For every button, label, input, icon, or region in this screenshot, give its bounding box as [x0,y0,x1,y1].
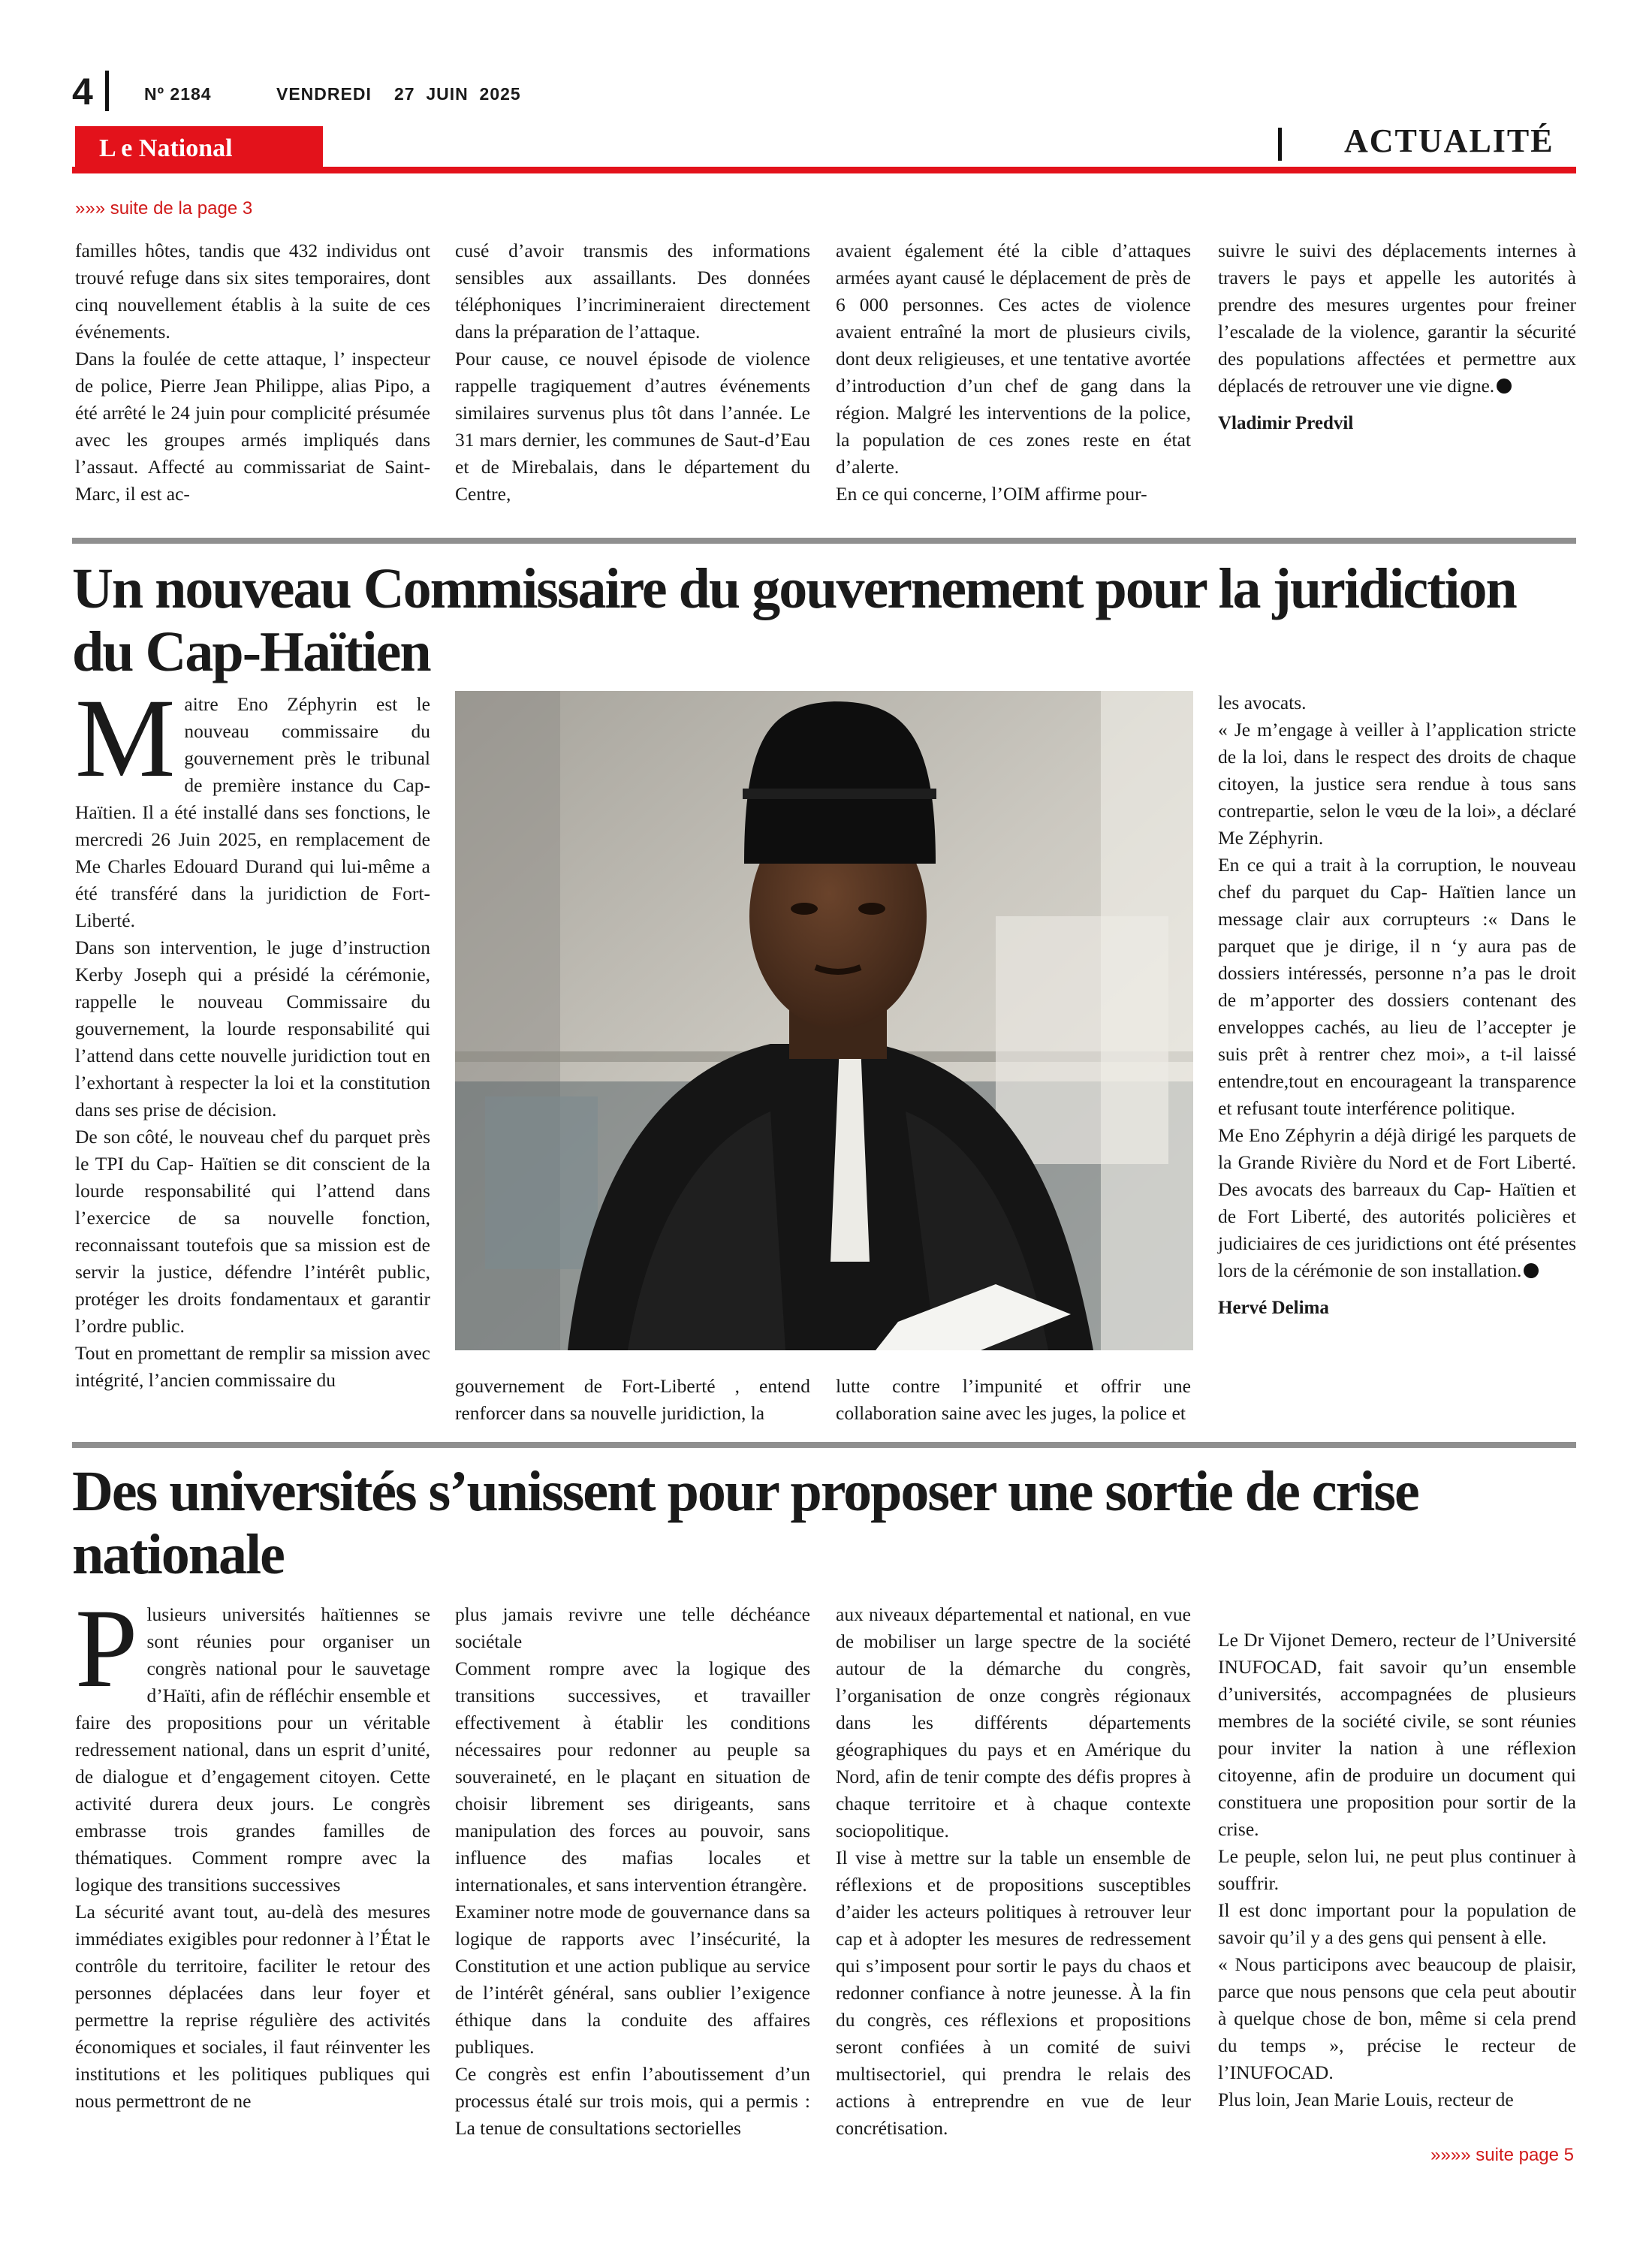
article1-column-4 [1218,237,1576,437]
issue-day: VENDREDI [276,84,372,104]
article2-column-2 [455,1373,810,1427]
page-number: 4 [72,71,93,113]
paragraph: Ce congrès est enfin l’aboutissement d’un processus étalé sur trois mois, qui a permis : La tenue de consultations sectorielles [455,2063,810,2139]
article3-column-1 [75,1586,430,2115]
paragraph: lutte contre l’impunité et offrir une collaboration saine avec les juges, la police et [836,1375,1191,1424]
masthead-bar [72,167,1576,173]
paragraph: « Nous participons avec beaucoup de plaisir, parce que nous pensons que cela peut aboutir à quelque chose de bon, même si cela prend du temps », précise le recteur de l’INUFOCAD. [1218,1953,1576,2083]
article2-column-3 [836,1373,1191,1427]
paragraph: aux niveaux départemental et national, en vue de mobiliser un large spectre de la société autour de la démarche du congrès, l’organisation de onze congrès régionaux dans les différents départements géographiques du pays et en Amérique du Nord, afin de tenir compte des défis propres à chaque territoire et à chaque contexte sociopolitique. [836,1603,1191,1841]
article2-column-1 [75,676,430,1394]
paragraph: « Je m’engage à veiller à l’application stricte de la loi, dans le respect des droits de chaque citoyen, la justice sera rendue à tous sans contrepartie, selon le vœu de la loi», a déclaré Me Zéphyrin. [1218,719,1576,849]
paragraph: Tout en promettant de remplir sa mission avec intégrité, l’ancien commissaire du [75,1342,430,1391]
paragraph [1218,237,1576,400]
paragraph: gouvernement de Fort-Liberté , entend renforcer dans sa nouvelle juridiction, la [455,1375,810,1424]
paragraph: Dans son intervention, le juge d’instruction Kerby Joseph qui a présidé la cérémonie, rappelle le nouveau Commissaire du gouvernement, la lourde responsabilité qui l’attend dans cette nouvelle juridiction tout en l’exhortant à respecter la loi et la constitution dans ses prise de décision. [75,936,430,1120]
paragraph: En ce qui a trait à la corruption, le nouveau chef du parquet du Cap- Haïtien lance un message clair aux corrupteurs :« Dans le parquet que je dirige, il n ‘y aura pas de dossiers intéressés, personne n’a pas le droit de m’apporter des dossiers contenant des enveloppes cachés, au lieu de l’accepter je suis prêt à rentrer chez moi», a t-il laissé entendre,tout en encourageant la transparence et refusant toute interférence politique. [1218,854,1576,1119]
byline: Vladimir Predvil [1218,413,1354,433]
article-separator [72,1442,1576,1448]
paragraph: Dans la foulée de cette attaque, l’ inspecteur de police, Pierre Jean Philippe, alias Pipo, a été arrêté le 24 juin pour complicité présumée avec les groupes armés impliqués dans l’assaut. Affecté au commissariat de Saint-Marc, il est ac- [75,348,430,505]
paragraph: Il est donc important pour la population de savoir qu’il y a des gens qui pensent à elle. [1218,1899,1576,1948]
paragraph: avaient également été la cible d’attaques armées ayant causé le déplacement de près de 6 000 personnes. Ces actes de violence avaient entraîné la mort de plusieurs civils, dont deux religieuses, et une tentative avortée d’introduction d’un chef de gang dans la région. Malgré les interventions de la police, la population de ces zones reste en état d’alerte. [836,240,1191,478]
article3-column-3 [836,1601,1191,2142]
byline: Hervé Delima [1218,1298,1329,1318]
continuation-to[interactable]: »»»» suite page 5 [1430,2145,1574,2165]
paragraph: Comment rompre avec la logique des transitions successives, et travailler effectivement à établir les conditions nécessaires pour redonner au peuple sa souveraineté, en le plaçant en situation de choisir librement ses dirigeants, sans manipulation des forces au pouvoir, sans influence des mafias locales et internationales, et sans intervention étrangère. [455,1657,810,1896]
paragraph: De son côté, le nouveau chef du parquet près le TPI du Cap- Haïtien se dit conscient de la lourde responsabilité qui l’attend dans l’exercice de sa nouvelle fonction, reconnaissant toutefois que sa mission est de servir la justice, défendre l’intérêt public, protéger les droits fondamentaux et garantir l’ordre public. [75,1126,430,1337]
article3-headline: Des universités s’unissent pour proposer une sortie de crise nationale [72,1460,1418,1586]
issue-date: 27 JUIN 2025 [394,84,521,104]
paragraph: plus jamais revivre une telle déchéance sociétale [455,1603,810,1652]
paragraph: En ce qui concerne, l’OIM affirme pour- [836,483,1147,505]
paragraph: cusé d’avoir transmis des informations sensibles aux assaillants. Des données téléphoniques l’incrimineraient directement dans la préparation de l’attaque. [455,240,810,342]
paragraph: les avocats. [1218,692,1307,713]
section-divider [1278,128,1282,161]
drop-cap: M [75,676,176,801]
article1-column-2 [455,237,810,508]
section-title: ACTUALITÉ [1344,122,1554,159]
paragraph: La sécurité avant tout, au-delà des mesures immédiates exigibles pour redonner à l’État le contrôle du territoire, faciliter le retour des personnes déplacées dans leur foyer et permettre la reprise régulière des activités économiques et sociales, il faut réinventer les institutions et les politiques publiques qui nous permettront de ne [75,1901,430,2112]
paragraph: Pour cause, ce nouvel épisode de violence rappelle tragiquement d’autres événements similaires survenus plus tôt dans l’année. Le 31 mars dernier, les communes de Saut-d’Eau et de Mirebalais, dans le département du Centre, [455,348,810,505]
continuation-from: »»» suite de la page 3 [75,198,253,219]
paragraph: familles hôtes, tandis que 432 individus ont trouvé refuge dans six sites temporaires, dont cinq nouvellement établis à la suite de ces événements. [75,240,430,342]
paragraph: Il vise à mettre sur la table un ensemble de réflexions et de propositions susceptibles d’aider les acteurs politiques à retrouver leur cap et à adopter les mesures de redressement qui s’imposent pour sortir le pays du chaos et redonner confiance à notre jeunesse. À la fin du congrès, ces réflexions et propositions seront confiées à un comité de suivi multisectoriel, qui prendra le relais des actions à entreprendre en vue de leur concrétisation. [836,1847,1191,2139]
paragraph [75,1586,430,1899]
end-mark-icon [1524,1263,1539,1278]
paragraph: Le peuple, selon lui, ne peut plus continuer à souffrir. [1218,1845,1576,1894]
article-separator [72,538,1576,544]
paragraph-text: Me Eno Zéphyrin a déjà dirigé les parquets de la Grande Rivière du Nord et de Fort Liberté. Des avocats des barreaux du Cap- Haïtien et de Fort Liberté, des autorités policières et judiciaires de ces juridictions ont été présentes lors de la cérémonie de son installation. [1218,1124,1576,1281]
paragraph [1218,1122,1576,1284]
issue-number: Nº 2184 [144,84,212,104]
drop-cap: P [75,1586,138,1711]
article3-column-4 [1218,1627,1576,2113]
header-divider [105,71,109,111]
paragraph [75,676,430,934]
paragraph-text: aitre Eno Zéphyrin est le nouveau commissaire du gouvernement près le tribunal de première instance du Cap-Haïtien. Il a été installé dans ses fonctions, le mercredi 26 Juin 2025, en remplacement de Me Charles Edouard Durand qui lui-même a été transféré dans la juridiction de Fort-Liberté. [75,693,430,931]
article2-headline: Un nouveau Commissaire du gouvernement pour la juridiction du Cap-Haïtien [72,557,1516,683]
paper-name: L e National [99,134,233,162]
end-mark-icon [1497,379,1512,394]
article3-column-2 [455,1601,810,2142]
article2-column-4 [1218,689,1576,1322]
paragraph-text: suivre le suivi des déplacements internes à travers le pays et appelle les autorités à prendre des mesures urgentes pour freiner l’escalade de la violence, garantir la sécurité des populations affectées et permettre aux déplacés de retrouver une vie digne. [1218,240,1576,397]
paragraph: Plus loin, Jean Marie Louis, recteur de [1218,2089,1514,2110]
paragraph: Examiner notre mode de gouvernance dans sa logique de rapports avec l’insécurité, la Constitution et une action publique au service de l’intérêt général, sans oublier l’exigence éthique dans la conduite des affaires publiques. [455,1901,810,2058]
paragraph: Le Dr Vijonet Demero, recteur de l’Université INUFOCAD, fait savoir qu’un ensemble d’universités, accompagnées de plusieurs membres de la société civile, se sont réunies pour inviter la nation à une réflexion citoyenne, afin de produire un document qui constituera une proposition pour sortir de la crise. [1218,1629,1576,1840]
article1-column-1 [75,237,430,508]
paragraph-text: lusieurs universités haïtiennes se sont réunies pour organiser un congrès national pour le sauvetage d’Haïti, afin de réfléchir ensemble et faire des propositions pour un véritable redressement national, dans un esprit d’unité, de dialogue et d’engagement citoyen. Cette activité durera deux jours. Le congrès embrasse trois grandes familles de thématiques. Comment rompre avec la logique des transitions successives [75,1603,430,1896]
article1-column-3 [836,237,1191,508]
article2-photo [455,691,1193,1350]
